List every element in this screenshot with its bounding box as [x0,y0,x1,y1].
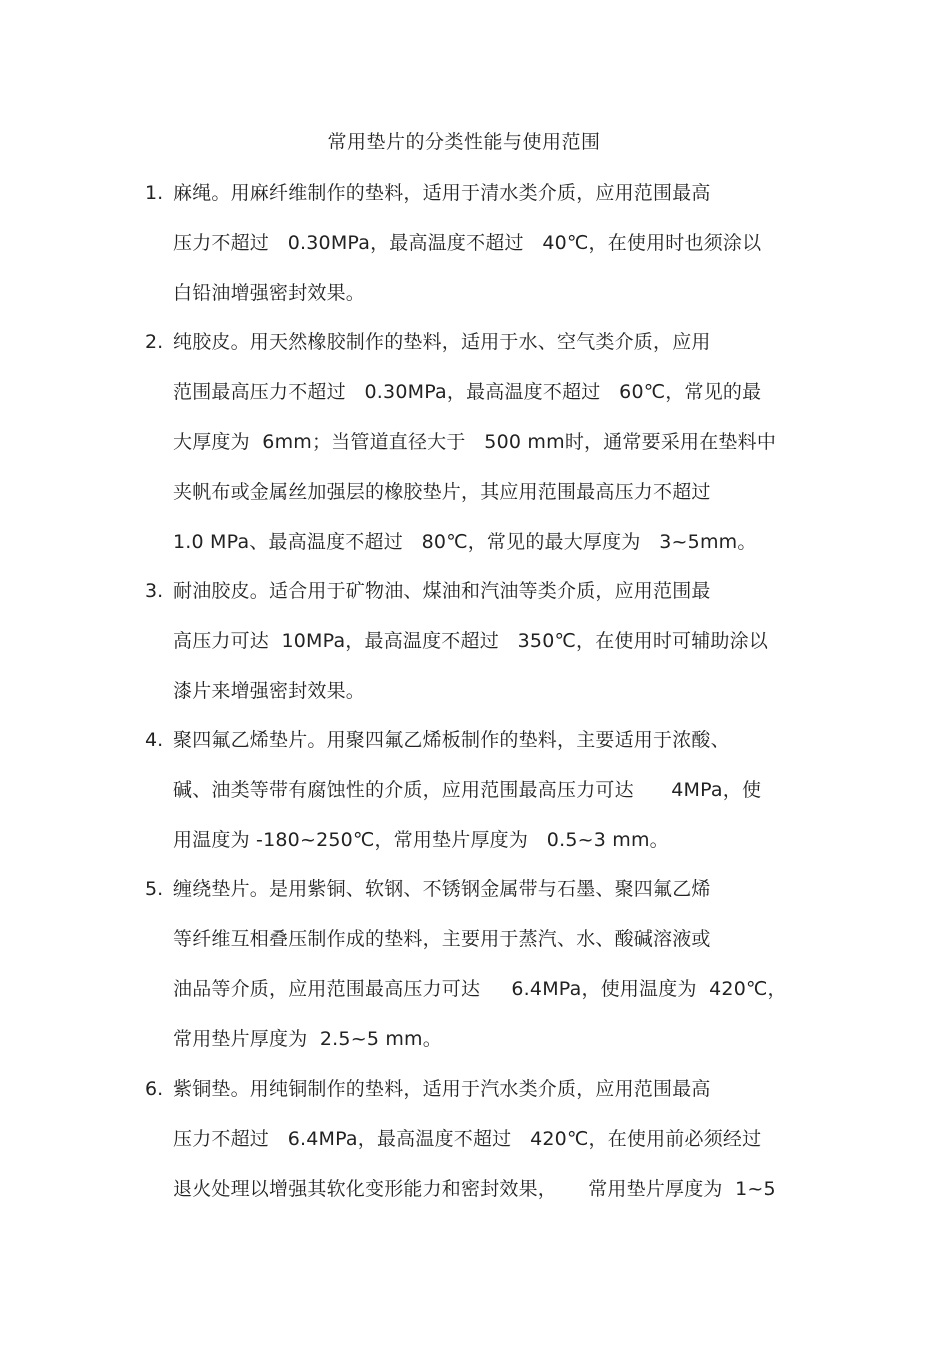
list-item [145,875,835,1075]
item-line: 范围最高压力不超过 0.30MPa，最高温度不超过 60℃，常见的最 [173,381,762,403]
item-line: 白铅油增强密封效果。 [173,282,366,304]
item-line: 紫铜垫。用纯铜制作的垫料，适用于汽水类介质，应用范围最高 [173,1078,711,1100]
item-line: 漆片来增强密封效果。 [173,680,366,702]
item-number: 4. [145,729,164,751]
item-line: 1.0 MPa、最高温度不超过 80℃，常见的最大厚度为 3~5mm。 [173,531,757,553]
item-line: 油品等介质，应用范围最高压力可达 6.4MPa，使用温度为 420℃， [173,978,787,1000]
list-item [145,726,835,876]
item-line: 碱、油类等带有腐蚀性的介质，应用范围最高压力可达 4MPa，使 [173,779,762,801]
item-line: 大厚度为 6mm；当管道直径大于 500 mm时，通常要采用在垫料中 [173,431,777,453]
item-line: 麻绳。用麻纤维制作的垫料，适用于清水类介质，应用范围最高 [173,182,711,204]
document-title: 常用垫片的分类性能与使用范围 [327,131,601,153]
item-number: 1. [145,182,164,204]
item-line: 压力不超过 0.30MPa，最高温度不超过 40℃，在使用时也须涂以 [173,232,762,254]
item-line: 等纤维互相叠压制作成的垫料，主要用于蒸汽、水、酸碱溶液或 [173,928,711,950]
item-line: 缠绕垫片。是用紫铜、软钢、不锈钢金属带与石墨、聚四氟乙烯 [173,878,711,900]
list-item [145,577,835,727]
item-line: 压力不超过 6.4MPa，最高温度不超过 420℃，在使用前必须经过 [173,1128,762,1150]
item-number: 2. [145,331,164,353]
item-line: 常用垫片厚度为 2.5~5 mm。 [173,1028,442,1050]
item-line: 耐油胶皮。适合用于矿物油、煤油和汽油等类介质，应用范围最 [173,580,711,602]
list-item [145,328,835,578]
item-line: 聚四氟乙烯垫片。用聚四氟乙烯板制作的垫料，主要适用于浓酸、 [173,729,730,751]
item-number: 5. [145,878,164,900]
list-item [145,1075,835,1225]
item-line: 夹帆布或金属丝加强层的橡胶垫片，其应用范围最高压力不超过 [173,481,711,503]
item-line: 退火处理以增强其软化变形能力和密封效果， 常用垫片厚度为 1~5 [173,1178,776,1200]
list-item [145,179,835,329]
item-line: 高压力可达 10MPa，最高温度不超过 350℃，在使用时可辅助涂以 [173,630,769,652]
item-line: 纯胶皮。用天然橡胶制作的垫料，适用于水、空气类介质，应用 [173,331,711,353]
item-number: 3. [145,580,164,602]
item-number: 6. [145,1078,164,1100]
item-line: 用温度为 -180~250℃，常用垫片厚度为 0.5~3 mm。 [173,829,669,851]
